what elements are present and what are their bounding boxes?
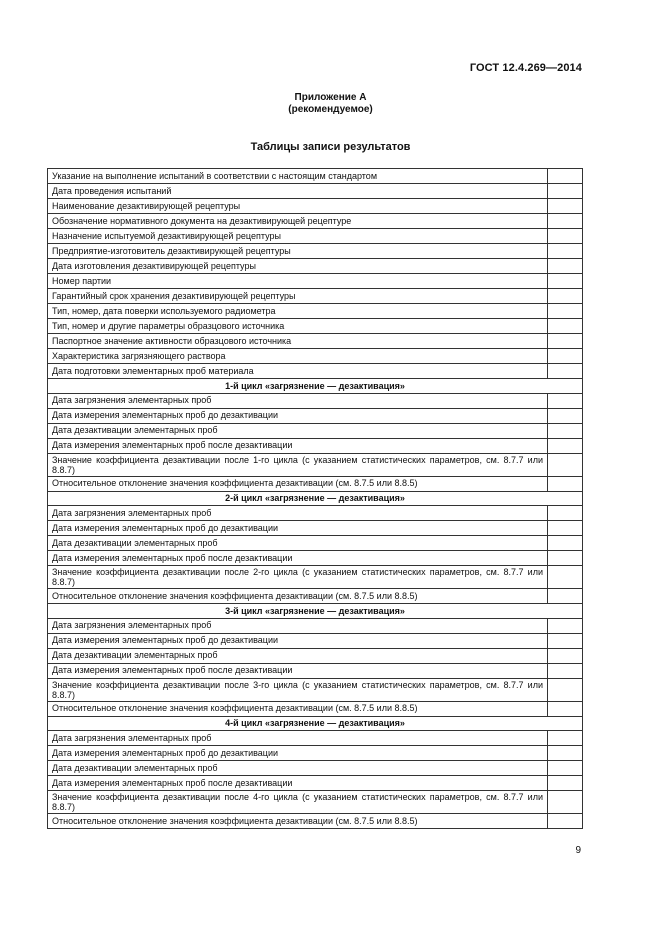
table-row [48, 648, 583, 663]
row-label: Дата подготовки элементарных проб материала [48, 364, 548, 379]
row-value-cell[interactable] [548, 229, 583, 244]
row-label: Дата измерения элементарных проб после дезактивации [48, 551, 548, 566]
row-label: Номер партии [48, 274, 548, 289]
row-value-cell[interactable] [548, 746, 583, 761]
table-row [48, 259, 583, 274]
row-label: Гарантийный срок хранения дезактивирующей рецептуры [48, 289, 548, 304]
row-value-cell[interactable] [548, 364, 583, 379]
row-value-cell[interactable] [548, 618, 583, 633]
row-value-cell[interactable] [548, 648, 583, 663]
cycle-heading: 3-й цикл «загрязнение — дезактивация» [48, 604, 583, 619]
results-record-table-body [48, 169, 583, 829]
cycle-heading: 2-й цикл «загрязнение — дезактивация» [48, 491, 583, 506]
row-label: Относительное отклонение значения коэффициента дезактивации (см. 8.7.5 или 8.8.5) [48, 814, 548, 829]
table-row [48, 423, 583, 438]
table-row [48, 199, 583, 214]
table-row [48, 304, 583, 319]
row-label: Дата дезактивации элементарных проб [48, 423, 548, 438]
table-row [48, 506, 583, 521]
table-row [48, 633, 583, 648]
row-label: Значение коэффициента дезактивации после 3-го цикла (с указанием статистических параметров, см. 8.7.7 или 8.8.7) [48, 678, 548, 701]
table-row [48, 364, 583, 379]
row-value-cell[interactable] [548, 199, 583, 214]
row-value-cell[interactable] [548, 791, 583, 814]
row-label: Дата измерения элементарных проб после дезактивации [48, 663, 548, 678]
table-row [48, 521, 583, 536]
table-row [48, 663, 583, 678]
row-label: Значение коэффициента дезактивации после 4-го цикла (с указанием статистических параметров, см. 8.7.7 или 8.8.7) [48, 791, 548, 814]
appendix-title: Приложение А [294, 92, 367, 103]
row-label: Относительное отклонение значения коэффициента дезактивации (см. 8.7.5 или 8.8.5) [48, 476, 548, 491]
table-row [48, 761, 583, 776]
row-label: Тип, номер и другие параметры образцового источника [48, 319, 548, 334]
row-label: Дата дезактивации элементарных проб [48, 648, 548, 663]
row-value-cell[interactable] [548, 289, 583, 304]
standard-code: ГОСТ 12.4.269—2014 [469, 62, 582, 74]
table-row [48, 334, 583, 349]
table-row [48, 438, 583, 453]
row-value-cell[interactable] [548, 663, 583, 678]
row-label: Дата измерения элементарных проб до дезактивации [48, 408, 548, 423]
row-label: Дата проведения испытаний [48, 184, 548, 199]
row-label: Предприятие-изготовитель дезактивирующей рецептуры [48, 244, 548, 259]
table-row [48, 814, 583, 829]
row-label: Тип, номер, дата поверки используемого радиометра [48, 304, 548, 319]
row-value-cell[interactable] [548, 334, 583, 349]
row-value-cell[interactable] [548, 214, 583, 229]
row-value-cell[interactable] [548, 393, 583, 408]
tables-title: Таблицы записи результатов [250, 141, 411, 153]
row-value-cell[interactable] [548, 169, 583, 184]
row-value-cell[interactable] [548, 274, 583, 289]
cycle-heading: 4-й цикл «загрязнение — дезактивация» [48, 716, 583, 731]
row-label: Дата измерения элементарных проб после дезактивации [48, 776, 548, 791]
row-value-cell[interactable] [548, 453, 583, 476]
row-value-cell[interactable] [548, 349, 583, 364]
row-label: Дата дезактивации элементарных проб [48, 761, 548, 776]
row-value-cell[interactable] [548, 476, 583, 491]
table-row [48, 731, 583, 746]
row-value-cell[interactable] [548, 701, 583, 716]
table-row [48, 776, 583, 791]
table-row [48, 184, 583, 199]
table-row [48, 169, 583, 184]
row-label: Дата измерения элементарных проб до дезактивации [48, 633, 548, 648]
row-value-cell[interactable] [548, 521, 583, 536]
row-value-cell[interactable] [548, 423, 583, 438]
table-row [48, 476, 583, 491]
row-label: Значение коэффициента дезактивации после 1-го цикла (с указанием статистических параметров, см. 8.7.7 или 8.8.7) [48, 453, 548, 476]
appendix-status: (рекомендуемое) [288, 104, 373, 115]
row-value-cell[interactable] [548, 814, 583, 829]
table-row [48, 274, 583, 289]
table-row [48, 536, 583, 551]
table-row [48, 244, 583, 259]
row-value-cell[interactable] [548, 678, 583, 701]
row-label: Значение коэффициента дезактивации после 2-го цикла (с указанием статистических параметров, см. 8.7.7 или 8.8.7) [48, 566, 548, 589]
table-row [48, 746, 583, 761]
table-row [48, 566, 583, 589]
table-row [48, 678, 583, 701]
row-value-cell[interactable] [548, 566, 583, 589]
table-row [48, 229, 583, 244]
row-label: Назначение испытуемой дезактивирующей рецептуры [48, 229, 548, 244]
row-value-cell[interactable] [548, 438, 583, 453]
row-label: Дата изготовления дезактивирующей рецептуры [48, 259, 548, 274]
row-label: Дата загрязнения элементарных проб [48, 393, 548, 408]
row-label: Указание на выполнение испытаний в соответствии с настоящим стандартом [48, 169, 548, 184]
table-row [48, 551, 583, 566]
row-value-cell[interactable] [548, 184, 583, 199]
row-label: Относительное отклонение значения коэффициента дезактивации (см. 8.7.5 или 8.8.5) [48, 589, 548, 604]
cycle-heading-row [48, 379, 583, 394]
row-value-cell[interactable] [548, 506, 583, 521]
table-row [48, 589, 583, 604]
row-label: Дата загрязнения элементарных проб [48, 731, 548, 746]
row-label: Дата загрязнения элементарных проб [48, 618, 548, 633]
table-row [48, 289, 583, 304]
results-record-table [47, 168, 583, 829]
cycle-heading: 1-й цикл «загрязнение — дезактивация» [48, 379, 583, 394]
table-row [48, 791, 583, 814]
table-row [48, 408, 583, 423]
row-value-cell[interactable] [548, 304, 583, 319]
row-label: Дата измерения элементарных проб до дезактивации [48, 521, 548, 536]
row-label: Наименование дезактивирующей рецептуры [48, 199, 548, 214]
cycle-heading-row [48, 491, 583, 506]
table-row [48, 393, 583, 408]
row-label: Дата загрязнения элементарных проб [48, 506, 548, 521]
table-row [48, 349, 583, 364]
row-value-cell[interactable] [548, 589, 583, 604]
row-value-cell[interactable] [548, 244, 583, 259]
table-row [48, 214, 583, 229]
row-value-cell[interactable] [548, 731, 583, 746]
row-label: Паспортное значение активности образцового источника [48, 334, 548, 349]
row-value-cell[interactable] [548, 319, 583, 334]
row-value-cell[interactable] [548, 408, 583, 423]
row-label: Дата измерения элементарных проб после дезактивации [48, 438, 548, 453]
row-label: Дата дезактивации элементарных проб [48, 536, 548, 551]
row-label: Дата измерения элементарных проб до дезактивации [48, 746, 548, 761]
row-value-cell[interactable] [548, 536, 583, 551]
row-value-cell[interactable] [548, 633, 583, 648]
row-value-cell[interactable] [548, 776, 583, 791]
row-value-cell[interactable] [548, 761, 583, 776]
row-value-cell[interactable] [548, 551, 583, 566]
table-row [48, 701, 583, 716]
row-value-cell[interactable] [548, 259, 583, 274]
cycle-heading-row [48, 716, 583, 731]
cycle-heading-row [48, 604, 583, 619]
table-row [48, 618, 583, 633]
row-label: Обозначение нормативного документа на дезактивирующей рецептуре [48, 214, 548, 229]
table-row [48, 319, 583, 334]
row-label: Характеристика загрязняющего раствора [48, 349, 548, 364]
page-number: 9 [575, 845, 581, 856]
row-label: Относительное отклонение значения коэффициента дезактивации (см. 8.7.5 или 8.8.5) [48, 701, 548, 716]
table-row [48, 453, 583, 476]
